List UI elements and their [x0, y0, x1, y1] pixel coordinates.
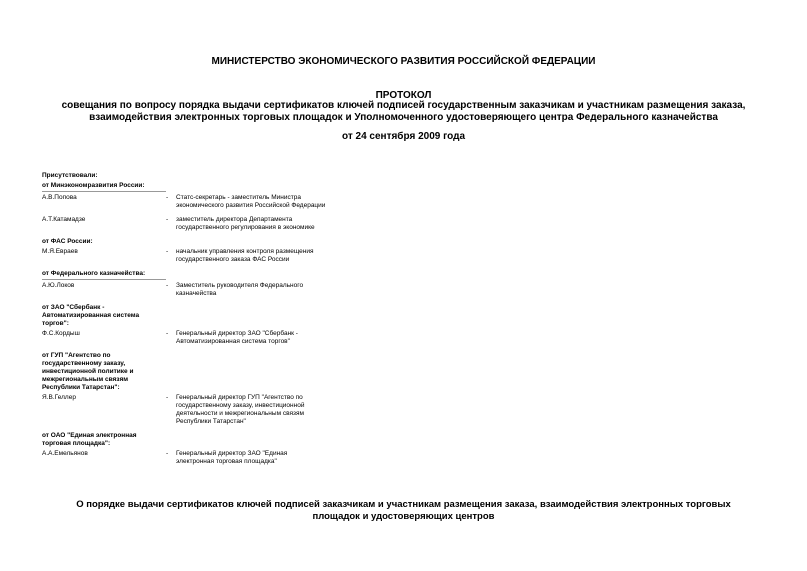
attendee-position: Статс-секретарь - заместитель Министра экономического развития Российской Федерации [176, 194, 326, 209]
attendee-name: А.В.Попова [42, 194, 77, 201]
attendee-row [42, 330, 372, 346]
attendee-row [42, 394, 372, 426]
attendee-name: А.А.Емельянов [42, 450, 88, 457]
dash-separator: - [166, 450, 169, 457]
dash-separator: - [166, 248, 169, 255]
attendees-list [42, 172, 372, 472]
ministry-heading: МИНИСТЕРСТВО ЭКОНОМИЧЕСКОГО РАЗВИТИЯ РОССИЙСКОЙ ФЕДЕРАЦИИ [211, 56, 596, 67]
org-heading: от Минэкономразвития России: [42, 182, 166, 192]
protocol-title: ПРОТОКОЛ [375, 90, 432, 101]
attendee-position: начальник управления контроля размещения государственного заказа ФАС России [176, 248, 314, 263]
protocol-subtitle: совещания по вопросу порядка выдачи сертификатов ключей подписей государственным заказчикам и участникам размещения заказа, взаимодействия электронных торговых площадок и Уполномоченного удостоверяющего центра Федерального казначейства [61, 100, 746, 123]
org-heading: от Федерального казначейства: [42, 270, 166, 280]
attendee-row [42, 248, 372, 264]
attendee-name: М.Я.Евраев [42, 248, 78, 255]
attendee-name: А.Т.Катамадзе [42, 216, 86, 223]
attendee-position: заместитель директора Департамента государственного регулирования в экономике [176, 216, 315, 231]
dash-separator: - [166, 330, 169, 337]
attendee-row [42, 282, 372, 298]
attendee-row [42, 216, 372, 232]
present-label: Присутствовали: [42, 172, 98, 179]
org-heading: от ФАС России: [42, 238, 93, 245]
attendee-position: Генеральный директор ЗАО "Единая электронная торговая площадка" [176, 450, 288, 465]
dash-separator: - [166, 282, 169, 289]
org-heading: от ЗАО "Сбербанк - Автоматизированная система торгов": [42, 304, 140, 327]
attendee-position: Генеральный директор ГУП "Агентство по государственному заказу, инвестиционной деятельности и межрегиональным связям Республики Татарстан" [176, 394, 305, 425]
attendee-name: Я.В.Геллер [42, 394, 76, 401]
dash-separator: - [166, 194, 169, 201]
section-heading: О порядке выдачи сертификатов ключей подписей заказчикам и участникам размещения заказа, взаимодействия электронных торговых площадок и удостоверяющих центров [76, 499, 731, 522]
attendee-row [42, 450, 372, 466]
dash-separator: - [166, 394, 169, 401]
org-heading: от ОАО "Единая электронная торговая площадка": [42, 432, 137, 447]
attendee-name: А.Ю.Локов [42, 282, 75, 289]
attendee-row [42, 194, 372, 210]
attendee-position: Генеральный директор ЗАО "Сбербанк - Автоматизированная система торгов" [176, 330, 298, 345]
dash-separator: - [166, 216, 169, 223]
attendee-name: Ф.С.Кордыш [42, 330, 80, 337]
protocol-date: от 24 сентября 2009 года [341, 131, 466, 142]
attendee-position: Заместитель руководителя Федерального казначейства [176, 282, 304, 297]
org-heading: от ГУП "Агентство по государственному заказу, инвестиционной политике и межрегиональным связям Республики Татарстан": [42, 352, 134, 391]
